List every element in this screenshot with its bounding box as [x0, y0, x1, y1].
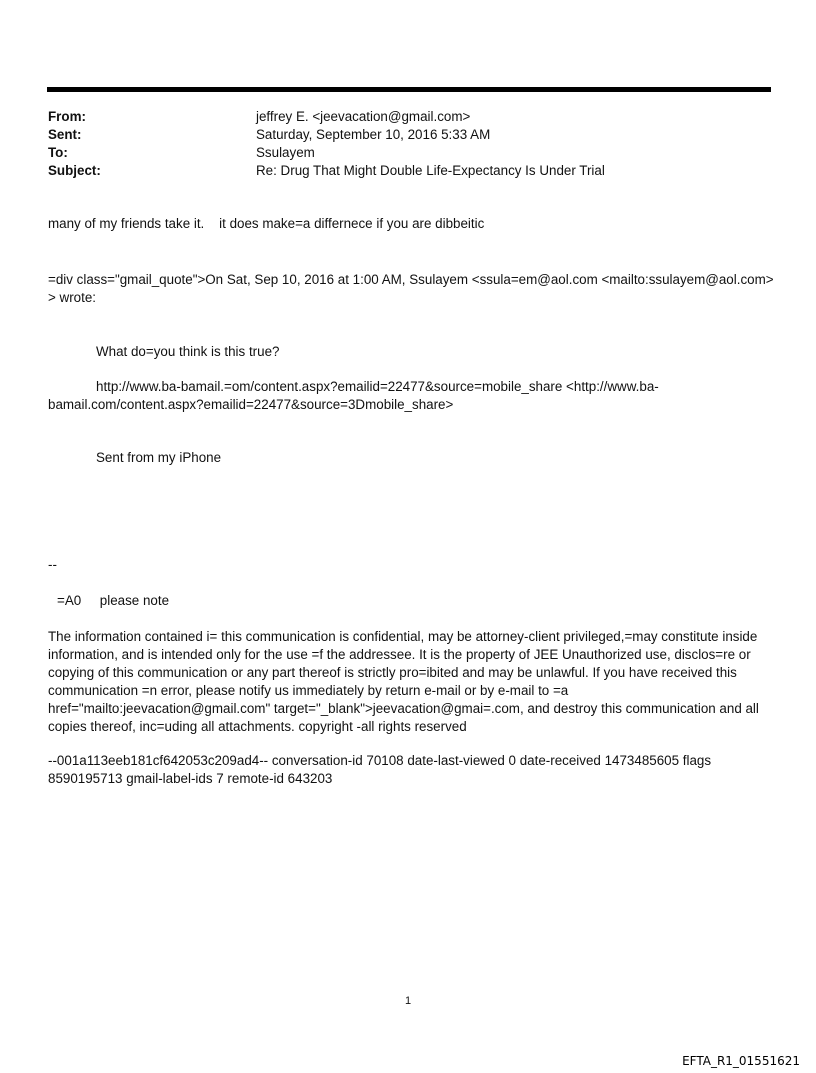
- from-value: jeffrey E. <jeevacation@gmail.com>: [256, 109, 471, 124]
- link-line-2: bamail.com/content.aspx?emailid=22477&source=3Dmobile_share>: [48, 397, 454, 412]
- quote-line-2: > wrote:: [48, 290, 97, 305]
- message-metadata: --001a113eeb181cf642053c209ad4-- conversation-id 70108 date-last-viewed 0 date-received 1473485605 flags 8590195713 gmail-label-ids 7 remote-id 643203: [48, 753, 712, 786]
- to-label: To:: [48, 145, 68, 160]
- sent-label: Sent:: [48, 127, 82, 142]
- confidentiality-disclaimer: The information contained i= this communication is confidential, may be attorney-client privileged,=may constitute inside information, and is intended only for the use =f the addressee. It is the property of JEE Unauthorized use, disclos=re or copying of this communication or any part thereof is strictly pro=ibited and may be unlawful. If you have received this communication =n error, please notify us immediately by return e-mail or by e-mail to =a href="mailto:jeevacation@gmail.com" target="_blank">jeevacation@gmai=.com, and destroy this communication and all copies thereof, inc=uding all attachments. copyright -all rights reserved: [48, 629, 759, 734]
- page-number: 1: [404, 995, 412, 1007]
- sent-value: Saturday, September 10, 2016 5:33 AM: [256, 127, 491, 142]
- header-divider: [47, 87, 771, 92]
- quoted-signature: Sent from my iPhone: [96, 450, 222, 465]
- from-label: From:: [48, 109, 86, 124]
- quote-line-1: =div class="gmail_quote">On Sat, Sep 10, 2016 at 1:00 AM, Ssulayem <ssula=em@aol.com <mailto:ssulayem@aol.com>: [48, 272, 774, 287]
- signature-separator: --: [48, 557, 57, 572]
- quoted-question: What do=you think is this true?: [96, 344, 280, 359]
- subject-label: Subject:: [48, 163, 101, 178]
- reply-text: many of my friends take it. it does make=a differnece if you are dibbeitic: [48, 216, 485, 231]
- document-stamp: EFTA_R1_01551621: [682, 1054, 800, 1068]
- link-line-1: http://www.ba-bamail.=om/content.aspx?emailid=22477&source=mobile_share <http://www.ba-: [96, 379, 659, 394]
- subject-value: Re: Drug That Might Double Life-Expectancy Is Under Trial: [256, 163, 605, 178]
- to-value: Ssulayem: [256, 145, 315, 160]
- please-note: =A0 please note: [57, 593, 170, 608]
